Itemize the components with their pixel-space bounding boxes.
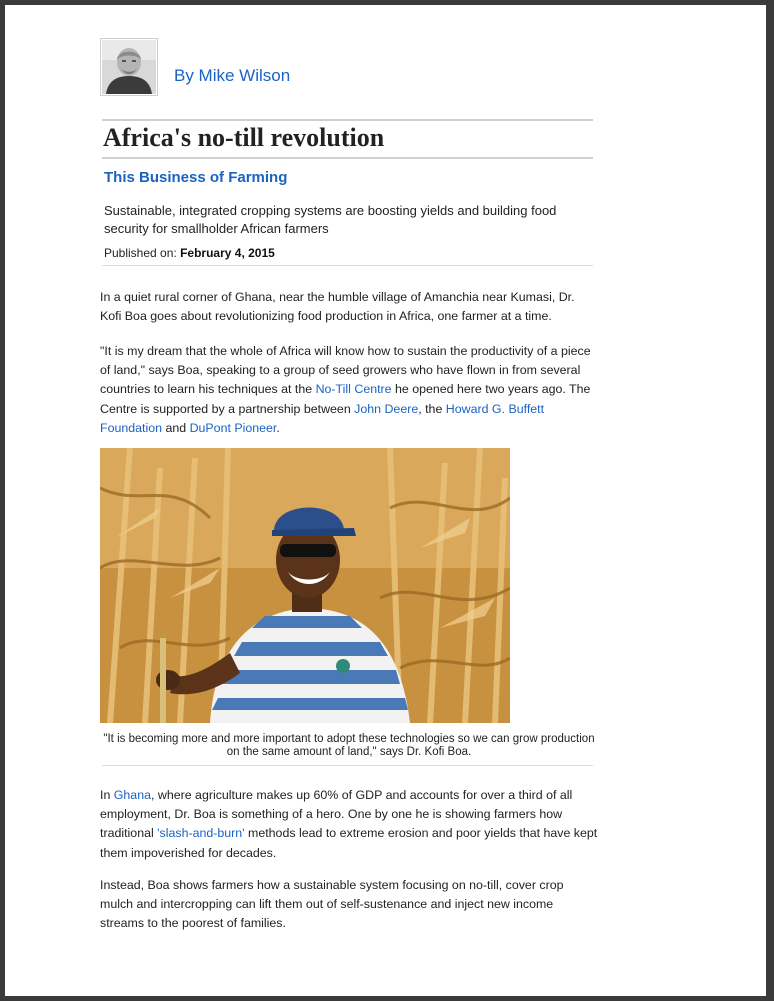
slash-and-burn-link[interactable]: 'slash-and-burn' [157,826,245,841]
p2-text-5: . [276,420,280,435]
section-link[interactable]: This Business of Farming [104,169,288,186]
p3-text-3: methods lead to extreme erosion and poor yields that have kept them impoverished for decades. [100,826,598,860]
paragraph-2 [100,342,598,438]
john-deere-link[interactable]: John Deere [354,401,419,416]
p3-text-2: , where agriculture makes up 60% of GDP and accounts for over a third of all employment, Dr. Boa is something of a hero. One by one he is showing farmers how traditional [100,788,573,841]
paragraph-1: In a quiet rural corner of Ghana, near the humble village of Amanchia near Kumasi, Dr. Kofi Boa goes about revolutionizing food production in Africa, one farmer at a time. [100,290,575,324]
p2-text-4: and [162,420,190,435]
published-label: Published on: [104,246,177,260]
dupont-pioneer-link[interactable]: DuPont Pioneer [189,420,277,435]
p2-text-1: "It is my dream that the whole of Africa will know how to sustain the productivity of a piece of land," says Boa, speaking to a group of seed growers who have flown in from several countries to learn his techniques at the [100,344,591,397]
published-date: February 4, 2015 [180,246,275,260]
published-line [104,246,275,260]
ghana-link[interactable]: Ghana [113,788,151,802]
title-bottom-divider [102,157,593,159]
p2-text-3: , the [418,401,446,416]
buffett-foundation-link[interactable]: Howard G. Buffett Foundation [100,401,545,435]
p3-text-1: In [100,788,114,802]
photo-caption: "It is becoming more and more important to adopt these technologies so we can grow production on the same amount of land," says Dr. Kofi Boa. [103,733,595,758]
author-name-link[interactable]: By Mike Wilson [174,66,291,85]
p2-text-2: he opened here two years ago. The Centre is supported by a partnership between [100,382,591,416]
title-top-divider [102,119,593,121]
author-photo-icon [102,40,156,94]
author-byline [100,38,600,94]
article-subtitle: Sustainable, integrated cropping systems are boosting yields and building food security for smallholder African farmers [104,203,557,236]
caption-divider [102,765,593,766]
header-divider [102,265,593,266]
paragraph-4: Instead, Boa shows farmers how a sustainable system focusing on no-till, cover crop mulch and intercropping can lift them out of self-sustenance and inject new income streams to the poorest of families. [100,878,564,931]
article-title: Africa's no-till revolution [103,123,385,152]
article-photo [100,448,510,723]
paragraph-3 [100,786,598,863]
farmer-in-corn-field-image [100,448,510,723]
article-page [5,5,766,996]
no-till-centre-link[interactable]: No-Till Centre [315,382,392,397]
author-avatar[interactable] [100,38,158,96]
